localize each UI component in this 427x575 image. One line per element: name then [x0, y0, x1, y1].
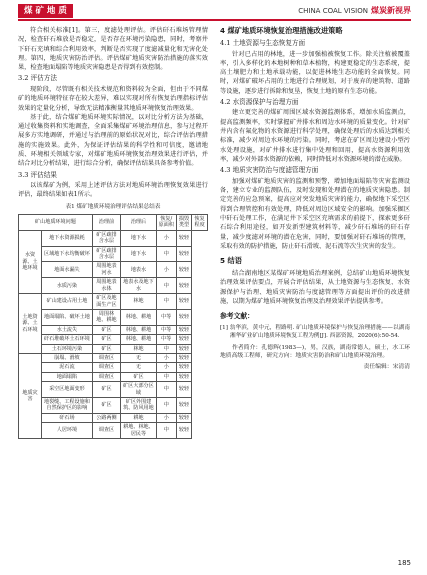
table-cell: 较轻	[176, 397, 192, 413]
table-cell: 中	[156, 246, 176, 262]
table-cell: 地裂缝、工程设施和自然保护区的影响	[42, 397, 93, 413]
table-cell: 中	[156, 397, 176, 413]
table-header: 恢复/原面积	[156, 215, 176, 231]
table-cell: 矿区	[92, 382, 120, 398]
table-cell: 较轻	[176, 262, 192, 278]
table-row	[19, 335, 208, 344]
paragraph: 建立更完善的煤矿周围区域水资源监测体系，增加水质监测点，提高监测频率，实时掌握矿井排水和周边水环境的质量变化。针对矿井内含有氟化物的水资源进行科学处理，确保处理后的水质达到相关标准，减少对周边水环境的污染。同时，考虑在矿区周边建设小型污水处理设施，对矿井排水进行集中处理和回用，提高水资源利用效率，减少对外部水资源的依赖，同时降低对水资源环境的潜在威胁。	[220, 109, 410, 163]
table-cell: 水土流失	[42, 325, 93, 334]
table-cell: 小	[156, 230, 176, 246]
table-row	[19, 382, 208, 398]
table-cell: 矿区	[92, 344, 120, 353]
paragraph: 符合相关标准[1]。第三，度滤处理评估。评估矸石堆场管理情况，检查矸石堆放是否稳定，是否存在环境污染隐患，同时，考察井下矸石充填和综合利用效率，判断是否实现了度滤减量化和无害化处理。第四，地质灾害防治评估。评估煤矿地质灾害防治措施的落实效果，检查地面塌陷等地质灾害隐患是否得到有效控制。	[18, 27, 208, 72]
table-cell: 矿区大部分区域	[121, 382, 157, 398]
page-number: 185	[397, 559, 411, 567]
table-cell: 调查区	[92, 363, 120, 372]
paragraph: 结合湖南地区某煤矿环境地质治理案例，总结矿山地质环境恢复治理效果评估要点，开展合评估结果，从土地资源与生态恢复、水资源保护与治理、地质灾害防治与度滤管理等方面提出评价的改进措施，以期为煤矿地质环境恢复治理及治理效果评估提供参考。	[220, 270, 410, 306]
table-row	[19, 262, 208, 278]
table-cell: 地下水	[121, 230, 157, 246]
heading-5: 5 结语	[220, 256, 242, 266]
paragraph: 针对已占用的林地，进一步加强植被恢复工作。除关注植被覆盖率，引入多样化的本地树种和草本植物，构建更稳定的生态系统，提高土壤肥力和土地承载功能，以促进林地生态功能的全面恢复。同时，对煤矿破坏占用的土地进行合理规划，对于废弃的建筑物、道路等设施，逐步进行拆除和复垦，恢复土地的原有生态功能。	[220, 50, 410, 95]
paragraph: 基于此，结合煤矿地质环境实际情况，以对比分析方法为基础，通过收集资料和实地调查，全面采集煤矿环境治理信息，参与过程开展多方实地调研，并通过与治理前的原始状况对比，综合评估治理措施的实施效果。此外，为保证评估结果的科学性和可信度，邀请地质、环境相关领域专家，对煤矿地质环境恢复治理效果进行评估，并结合对比分析结果，进行综合分析，确保评估结果具备参考价值。	[18, 113, 208, 168]
table-cell: 较轻	[176, 382, 192, 398]
brand-cn: 煤炭新视界	[371, 6, 411, 15]
references-title: 参考文献：	[220, 312, 254, 321]
table-cell: 水质污染	[42, 278, 93, 294]
table-cell: 周围地表河水	[92, 262, 120, 278]
evaluation-table	[18, 214, 208, 439]
table-cell: 较轻	[176, 372, 192, 381]
header-rule	[18, 19, 411, 21]
table-cell: 较轻	[176, 325, 192, 334]
table-row	[19, 413, 208, 422]
table-cell: 较轻	[176, 294, 192, 310]
heading-4-2: 4.2 水资源保护与治理方面	[220, 97, 299, 106]
heading-4-3: 4.3 地质灾害防治与度滤管理方面	[220, 166, 319, 175]
table-cell: 无	[121, 353, 157, 362]
table-cell: 调查区	[92, 353, 120, 362]
table-cell: 中等	[156, 309, 176, 325]
table-title: 表1 煤矿地质环境治理评估结果总结表	[65, 203, 161, 210]
table-cell: 公路两侧	[92, 413, 120, 422]
table-cell: 中	[156, 278, 176, 294]
right-column	[220, 26, 410, 373]
table-cell: 矿区	[121, 372, 157, 381]
section-tab: 煤 矿 地 质	[18, 4, 73, 18]
table-cell: 矿区	[92, 335, 120, 344]
table-cell: 人居环境	[42, 423, 93, 439]
table-body	[19, 230, 208, 438]
table-cell: 泥石流	[42, 363, 93, 372]
paragraph: 加强对煤矿地质灾害的监测和预警，增加地面塌陷等灾害监测设备，建立专业的监测队伍，及时发现和处理潜在的地质灾害隐患。制定完善的应急预案，提高应对突发地质灾害的能力，确保地下采空区得到合理管控和有效处理，降低对周边区域安全的影响。加强采掘区中矸石处理工作，在满足井下采空区充填需求的前提下，探索更多矸石综合利用途径，如开发新型建筑材料等，减少矸石堆场的矸石存量，减少度滤对环境的潜在危害，同时，要加强对矸石堆场的管理，采取有效的防护措施，防止矸石滑坡、泥石流等次生灾害的发生。	[220, 177, 410, 250]
table-header: 治理后	[121, 215, 157, 231]
table-cell: 林地	[121, 344, 157, 353]
brand-en: CHINA COAL VISION	[298, 7, 368, 15]
table-row	[19, 246, 208, 262]
table-cell: 中	[156, 372, 176, 381]
table-cell: 周围地表水体	[92, 278, 120, 294]
table-cell: 崩塌、滑坡	[42, 353, 93, 362]
table-cell: 较轻	[176, 309, 192, 325]
table-cell: 较轻	[176, 353, 192, 362]
table-cell: 矿区外围建筑、防风用地	[121, 397, 157, 413]
table-cell: 矸石场	[42, 413, 93, 422]
table-cell: 林地	[121, 294, 157, 310]
table-cell: 矿区及地面生产区	[92, 294, 120, 310]
table-cell: 较轻	[176, 344, 192, 353]
table-group-label: 地质灾害	[19, 353, 42, 438]
table-cell: 地下水资源损耗	[42, 230, 93, 246]
heading-4: 4 煤矿地质环境恢复治理措施改进策略	[220, 26, 343, 35]
table-header: 损毁类型	[176, 215, 192, 231]
table-cell: 采空区地面变形	[42, 382, 93, 398]
table-cell: 较轻	[176, 423, 192, 439]
table-cell: 中	[156, 423, 176, 439]
table-cell: 地表水及地下水	[121, 278, 157, 294]
table-cell: 小	[156, 353, 176, 362]
table-row	[19, 325, 208, 334]
table-cell: 较轻	[176, 413, 192, 422]
table-header: 治理前	[92, 215, 120, 231]
table-cell: 区域地下水均衡破坏	[42, 246, 93, 262]
heading-3-3: 3.3 评估结果	[18, 170, 57, 179]
table-cell: 小	[156, 262, 176, 278]
table-cell: 较轻	[176, 246, 192, 262]
table-cell: 矸石堆破坏土石环境	[42, 335, 93, 344]
table-cell: 周围林地、耕地	[92, 309, 120, 325]
table-cell: 耕地	[121, 413, 157, 422]
table-header: 矿山地质环境问题	[19, 215, 93, 231]
table-cell: 较轻	[176, 335, 192, 344]
table-header: 恢复程度	[192, 215, 208, 231]
table-cell: 小	[156, 413, 176, 422]
heading-3-2: 3.2 评估方法	[18, 74, 57, 83]
table-cell: 较轻	[176, 363, 192, 372]
table-cell: 矿区疏排含水层	[92, 230, 120, 246]
responsible-editor: 责任编辑：宋清清	[363, 364, 410, 371]
table-cell: 矿区	[92, 397, 120, 413]
left-column	[18, 26, 208, 439]
table-cell: 中等	[156, 325, 176, 334]
table-cell: 中等	[156, 335, 176, 344]
table-cell: 矿区	[92, 325, 120, 334]
paragraph: 现阶段，尽管既有相关技术规范和资料较为全面，但由于不同煤矿的地质环境特征存在较大差异，难以实现对所有恢复治理指标评估效果的定量化分析，导致无法精准衡量其地质环境恢复治理效果。	[18, 85, 208, 112]
heading-4-1: 4.1 土地资源与生态恢复方面	[220, 39, 306, 47]
table-row	[19, 353, 208, 362]
table-cell: 较轻	[176, 230, 192, 246]
reference-item: [1] 翁华滨，黄中元，程路明. 矿山地质环境保护与恢复治理措施——以湖南湘华矿业矿山地质环境恢复工程为例[J]. 西部资源，2020(6):50-54.	[220, 324, 410, 339]
table-cell: 地表水	[121, 262, 157, 278]
table-row	[19, 230, 208, 246]
table-cell: 地面塌陷、破坏土地	[42, 309, 93, 325]
table-group-label: 水资源、土地环境	[19, 230, 42, 293]
table-row	[19, 344, 208, 353]
table-cell: 中	[156, 382, 176, 398]
table-cell: 林地、耕地	[121, 325, 157, 334]
magazine-brand	[298, 5, 411, 16]
table-cell: 无	[121, 363, 157, 372]
table-row	[19, 294, 208, 310]
table-cell: 中	[156, 344, 176, 353]
table-row	[19, 397, 208, 413]
page-header	[0, 0, 427, 20]
table-cell: 调查区	[92, 372, 120, 381]
table-group-label: 土地资源、土石环境	[19, 294, 42, 354]
author-bio: 作者简介：孔德辉(1983—)，男，汉族，湖南常德人，硕士，水工环地质高级工程师，研究方向：地质灾害防治和矿山地质环境治理。	[220, 344, 410, 360]
table-cell: 林地、耕地	[121, 335, 157, 344]
table-row	[19, 363, 208, 372]
table-row	[19, 423, 208, 439]
table-row	[19, 372, 208, 381]
table-cell: 矿山建设占用土地	[42, 294, 93, 310]
table-cell: 地下水	[121, 246, 157, 262]
table-row	[19, 278, 208, 294]
table-cell: 较轻	[176, 278, 192, 294]
table-cell: 小	[156, 363, 176, 372]
table-cell: 耕地、林地、居民等	[121, 423, 157, 439]
table-cell: 中	[156, 294, 176, 310]
table-cell: 林地、耕地	[121, 309, 157, 325]
table-cell: 地面塌陷	[42, 372, 93, 381]
table-cell: 土石环境污染	[42, 344, 93, 353]
table-cell: 地面水漏失	[42, 262, 93, 278]
table-header-row	[19, 215, 208, 231]
table-cell: 调查区	[92, 423, 120, 439]
table-cell: 矿区疏排含水层	[92, 246, 120, 262]
paragraph: 以该煤矿为例，采用上述评估方法对地质环境治理恢复效果进行评估，最终结果如表1所示。	[18, 182, 208, 199]
table-row	[19, 309, 208, 325]
